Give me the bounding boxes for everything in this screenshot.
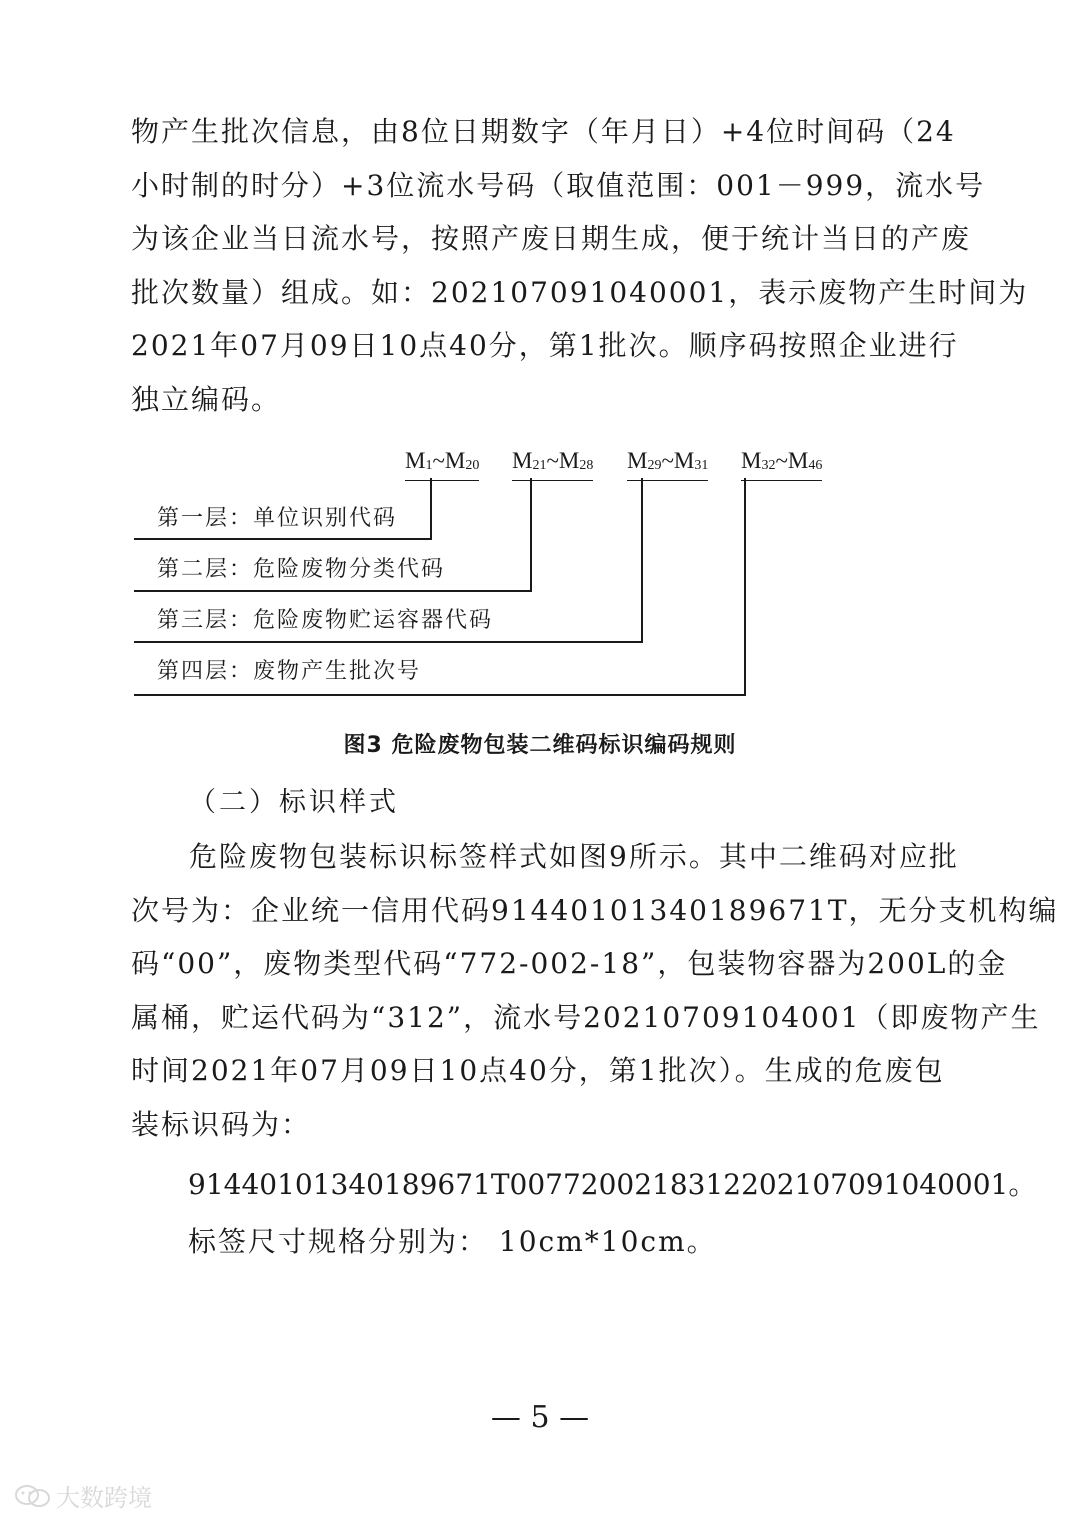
connector-line-2	[530, 478, 532, 592]
identification-code: 91440101340189671T0077200218312202107091040001。	[188, 1168, 1037, 1201]
connector-line-3	[641, 478, 643, 643]
segment-label-2: $M_{21}\sim M_{28}$	[512, 448, 593, 481]
segment-label-3: $M_{29}\sim M_{31}$	[627, 448, 708, 481]
layer-underline-4	[134, 694, 746, 696]
layer-underline-2	[134, 590, 532, 592]
paragraph-line: 2021年07月09日10点40分，第1批次。顺序码按照企业进行	[131, 329, 959, 362]
segment-label-4: $M_{32}\sim M_{46}$	[741, 448, 822, 481]
connector-line-4	[744, 478, 746, 696]
segment-label-1: $M_1\sim M_{20}$	[405, 448, 479, 481]
layer-underline-3	[134, 641, 643, 643]
paragraph-line: 小时制的时分）+3位流水号码（取值范围：001－999，流水号	[131, 168, 986, 202]
figure-caption: 图3 危险废物包装二维码标识编码规则	[343, 733, 737, 758]
paragraph-line: 时间2021年07月09日10点40分，第1批次）。生成的危废包	[131, 1054, 945, 1087]
paragraph-line: 为该企业当日流水号，按照产废日期生成，便于统计当日的产废	[131, 222, 972, 255]
layer-label-1: 第一层：单位识别代码	[157, 506, 398, 531]
connector-line-1	[430, 478, 432, 540]
paragraph-line: 属桶，贮运代码为“312”，流水号20210709104001（即废物产生	[131, 1000, 1041, 1034]
paragraph-line: 危险废物包装标识标签样式如图9所示。其中二维码对应批	[189, 840, 959, 873]
section-title: （二）标识样式	[189, 787, 399, 818]
watermark-text: 大数跨境	[56, 1484, 152, 1512]
label-size-text: 标签尺寸规格分别为： 10cm*10cm。	[188, 1225, 717, 1258]
watermark	[14, 1478, 152, 1513]
page-number: — 5 —	[490, 1400, 590, 1435]
layer-label-3: 第三层：危险废物贮运容器代码	[157, 608, 494, 633]
paragraph-line: 批次数量）组成。如：202107091040001，表示废物产生时间为	[131, 275, 1029, 309]
paragraph-line: 独立编码。	[131, 382, 282, 416]
layer-label-4: 第四层：废物产生批次号	[157, 659, 422, 684]
paragraph-line: 装标识码为：	[131, 1107, 312, 1141]
paragraph-line: 码“00”，废物类型代码“772-002-18”，包装物容器为200L的金	[131, 947, 1008, 980]
layer-label-2: 第二层：危险废物分类代码	[157, 557, 446, 582]
paragraph-line: 物产生批次信息，由8位日期数字（年月日）+4位时间码（24	[131, 115, 956, 148]
wechat-logo-icon	[14, 1484, 52, 1508]
paragraph-line: 次号为：企业统一信用代码91440101340189671T，无分支机构编	[131, 893, 1059, 927]
paragraph-1	[131, 105, 1029, 426]
paragraph-2	[131, 830, 1059, 1151]
layer-underline-1	[134, 538, 432, 540]
